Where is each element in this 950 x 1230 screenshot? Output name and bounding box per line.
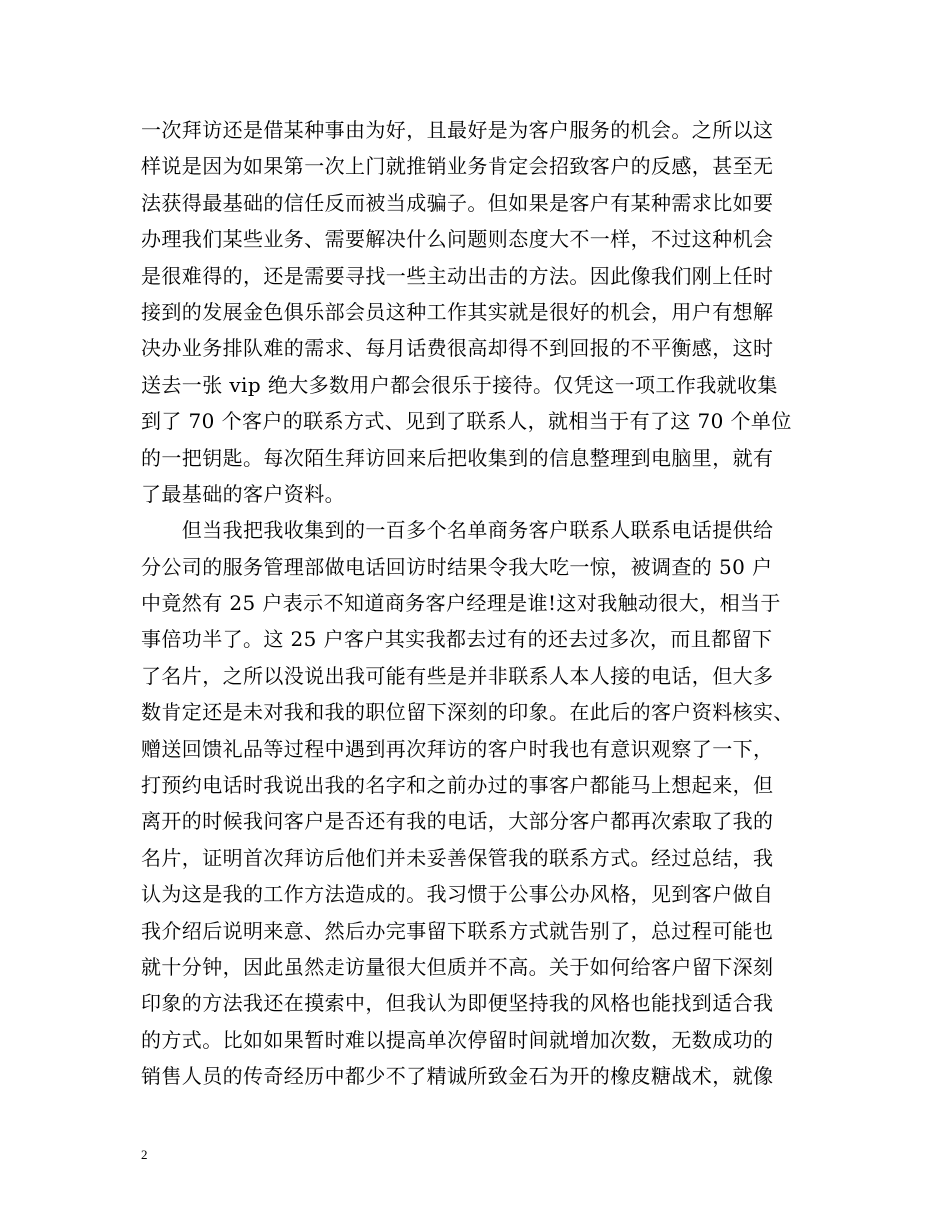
text-line: 样说是因为如果第一次上门就推销业务肯定会招致客户的反感，甚至无 (141, 154, 774, 179)
text-line: 印象的方法我还在摸索中，但我认为即便坚持我的风格也能找到适合我 (141, 991, 774, 1016)
text-line: 名片，证明首次拜访后他们并未妥善保管我的联系方式。经过总结，我 (141, 845, 774, 870)
text-line: 办理我们某些业务、需要解决什么问题则态度大不一样，不过这种机会 (141, 227, 774, 252)
text-line: 赠送回馈礼品等过程中遇到再次拜访的客户时我也有意识观察了一下， (141, 736, 774, 761)
text-line: 数肯定还是未对我和我的职位留下深刻的印象。在此后的客户资料核实、 (141, 700, 794, 725)
text-line: 是很难得的，还是需要寻找一些主动出击的方法。因此像我们刚上任时 (141, 263, 774, 288)
text-line: 打预约电话时我说出我的名字和之前办过的事客户都能马上想起来，但 (141, 773, 774, 798)
text-line: 一次拜访还是借某种事由为好，且最好是为客户服务的机会。之所以这 (141, 118, 774, 142)
text-line: 销售人员的传奇经历中都少不了精诚所致金石为开的橡皮糖战术，就像 (141, 1064, 774, 1089)
text-line: 接到的发展金色俱乐部会员这种工作其实就是很好的机会，用户有想解 (141, 299, 774, 324)
text-line: 分公司的服务管理部做电话回访时结果令我大吃一惊，被调查的 50 户 (141, 554, 773, 579)
text-line: 认为这是我的工作方法造成的。我习惯于公事公办风格，见到客户做自 (141, 882, 774, 907)
text-line: 就十分钟，因此虽然走访量很大但质并不高。关于如何给客户留下深刻 (141, 954, 774, 979)
text-line: 事倍功半了。这 25 户客户其实我都去过有的还去过多次，而且都留下 (141, 627, 773, 652)
text-line: 到了 70 个客户的联系方式、见到了联系人，就相当于有了这 70 个单位 (141, 409, 792, 434)
text-line: 我介绍后说明来意、然后办完事留下联系方式就告别了，总过程可能也 (141, 918, 774, 943)
text-line: 了名片，之所以没说出我可能有些是并非联系人本人接的电话，但大多 (141, 663, 774, 688)
text-line: 离开的时候我问客户是否还有我的电话，大部分客户都再次索取了我的 (141, 809, 774, 834)
page-number: 2 (141, 1147, 148, 1162)
text-line: 送去一张 vip 绝大多数用户都会很乐于接待。仅凭这一项工作我就收集 (141, 372, 778, 397)
text-line: 法获得最基础的信任反而被当成骗子。但如果是客户有某种需求比如要 (141, 190, 774, 215)
text-line: 决办业务排队难的需求、每月话费很高却得不到回报的不平衡感，这时 (141, 336, 774, 361)
text-line: 了最基础的客户资料。 (141, 481, 345, 506)
body-text (141, 112, 821, 1095)
text-line: 但当我把我收集到的一百多个名单商务客户联系人联系电话提供给 (141, 518, 774, 543)
text-line: 中竟然有 25 户表示不知道商务客户经理是谁!这对我触动很大，相当于 (141, 591, 781, 616)
text-line: 的方式。比如如果暂时难以提高单次停留时间就增加次数，无数成功的 (141, 1027, 774, 1052)
text-line: 的一把钥匙。每次陌生拜访回来后把收集到的信息整理到电脑里，就有 (141, 445, 774, 470)
